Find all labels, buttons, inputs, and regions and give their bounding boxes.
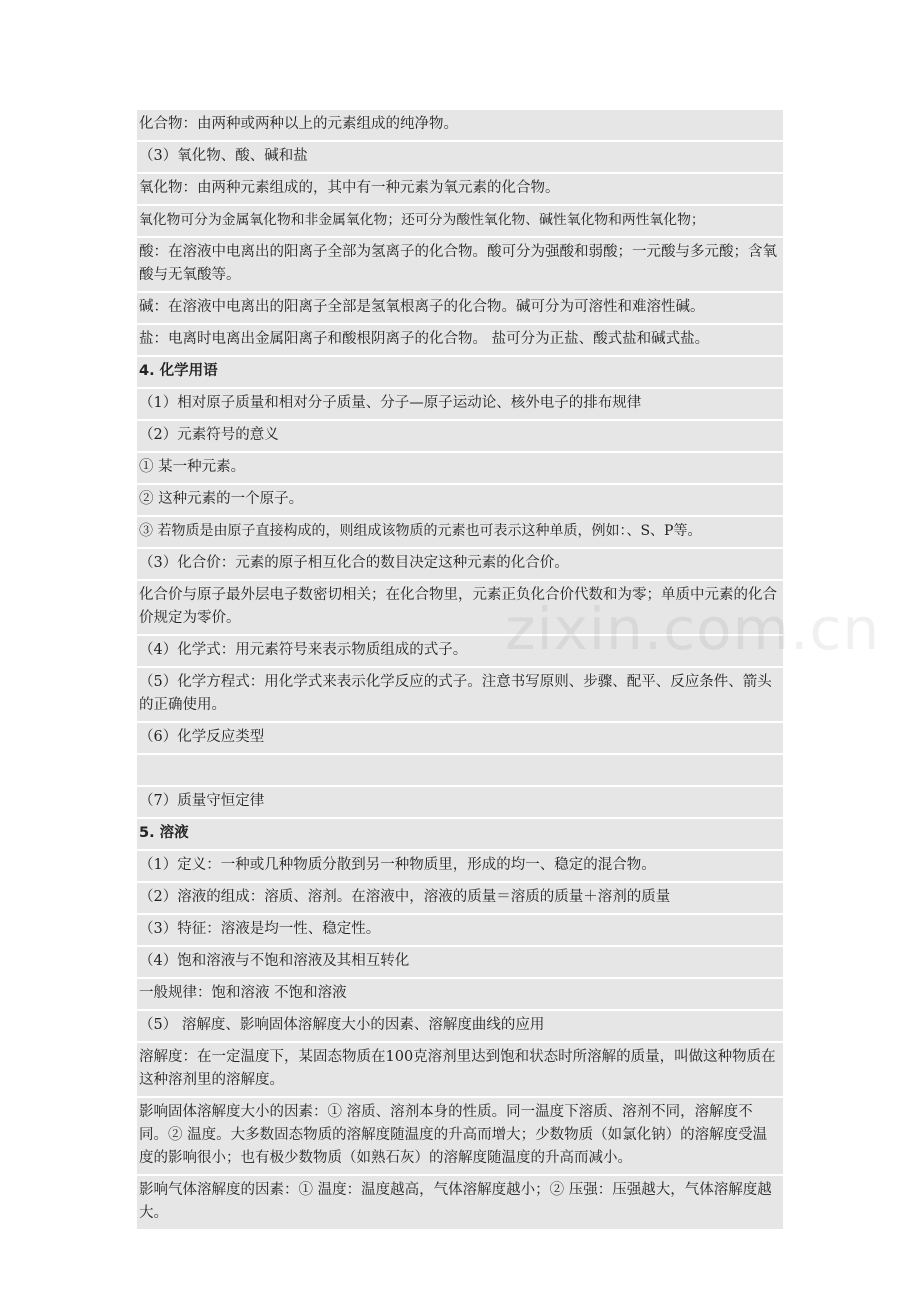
paragraph: （4）饱和溶液与不饱和溶液及其相互转化 xyxy=(137,947,783,979)
paragraph: （5）化学方程式：用化学式来表示化学反应的式子。注意书写原则、步骤、配平、反应条件、箭头的正确使用。 xyxy=(137,668,783,723)
paragraph: （2）溶液的组成：溶质、溶剂。在溶液中，溶液的质量＝溶质的质量＋溶剂的质量 xyxy=(137,883,783,915)
paragraph: （1）定义：一种或几种物质分散到另一种物质里，形成的均一、稳定的混合物。 xyxy=(137,851,783,883)
paragraph: （3）特征：溶液是均一性、稳定性。 xyxy=(137,915,783,947)
paragraph: （6）化学反应类型 xyxy=(137,723,783,755)
paragraph: 影响固体溶解度大小的因素：① 溶质、溶剂本身的性质。同一温度下溶质、溶剂不同，溶解度不同。② 温度。大多数固态物质的溶解度随温度的升高而增大；少数物质（如氯化钠）的溶解度受温度的影响很小；也有极少数物质（如熟石灰）的溶解度随温度的升高而减小。 xyxy=(137,1098,783,1176)
document-body xyxy=(137,110,783,1231)
list-item: ② 这种元素的一个原子。 xyxy=(137,485,783,517)
paragraph: 氧化物：由两种元素组成的，其中有一种元素为氧元素的化合物。 xyxy=(137,174,783,206)
paragraph: 溶解度：在一定温度下，某固态物质在100克溶剂里达到饱和状态时所溶解的质量，叫做这种物质在这种溶剂里的溶解度。 xyxy=(137,1043,783,1098)
paragraph: 影响气体溶解度的因素：① 温度：温度越高，气体溶解度越小；② 压强：压强越大，气体溶解度越大。 xyxy=(137,1176,783,1231)
paragraph: （4）化学式：用元素符号来表示物质组成的式子。 xyxy=(137,636,783,668)
paragraph: 氧化物可分为金属氧化物和非金属氧化物；还可分为酸性氧化物、碱性氧化物和两性氧化物； xyxy=(137,206,783,238)
paragraph: 化合价与原子最外层电子数密切相关；在化合物里，元素正负化合价代数和为零；单质中元素的化合价规定为零价。 xyxy=(137,581,783,636)
paragraph: 碱：在溶液中电离出的阳离子全部是氢氧根离子的化合物。碱可分为可溶性和难溶性碱。 xyxy=(137,293,783,325)
paragraph: （1）相对原子质量和相对分子质量、分子—原子运动论、核外电子的排布规律 xyxy=(137,389,783,421)
paragraph: （5） 溶解度、影响固体溶解度大小的因素、溶解度曲线的应用 xyxy=(137,1011,783,1043)
paragraph: 酸：在溶液中电离出的阳离子全部为氢离子的化合物。酸可分为强酸和弱酸；一元酸与多元酸；含氧酸与无氧酸等。 xyxy=(137,238,783,293)
paragraph: 盐：电离时电离出金属阳离子和酸根阴离子的化合物。 盐可分为正盐、酸式盐和碱式盐。 xyxy=(137,325,783,357)
paragraph: （3）化合价：元素的原子相互化合的数目决定这种元素的化合价。 xyxy=(137,549,783,581)
paragraph: （7）质量守恒定律 xyxy=(137,787,783,819)
blank-line xyxy=(137,755,783,787)
paragraph: 化合物：由两种或两种以上的元素组成的纯净物。 xyxy=(137,110,783,142)
paragraph: 一般规律：饱和溶液 不饱和溶液 xyxy=(137,979,783,1011)
section-heading: 4. 化学用语 xyxy=(137,357,783,389)
section-heading: 5. 溶液 xyxy=(137,819,783,851)
paragraph: （2）元素符号的意义 xyxy=(137,421,783,453)
list-item: ③ 若物质是由原子直接构成的，则组成该物质的元素也可表示这种单质，例如：、S、P等。 xyxy=(137,517,783,549)
paragraph: （3）氧化物、酸、碱和盐 xyxy=(137,142,783,174)
list-item: ① 某一种元素。 xyxy=(137,453,783,485)
